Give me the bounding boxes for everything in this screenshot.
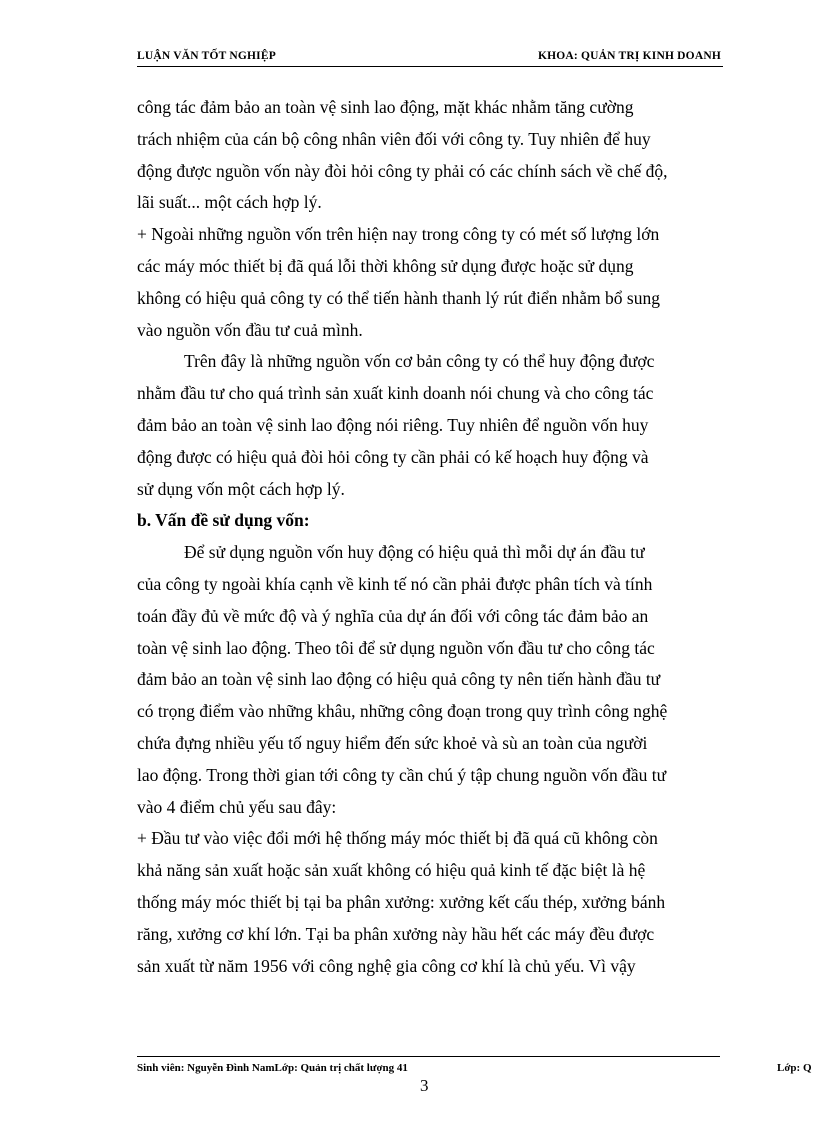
text-line: đảm bảo an toàn vệ sinh lao động nói riêng. Tuy nhiên để nguồn vốn huy — [137, 414, 649, 435]
text-line: + Ngoài những nguồn vốn trên hiện nay trong công ty có mét số lượng lớn — [137, 224, 660, 245]
header-thesis-title: LUẬN VĂN TỐT NGHIỆP — [137, 50, 276, 62]
paragraph — [137, 346, 727, 505]
text-line: Trên đây là những nguồn vốn cơ bản công ty có thể huy động được — [184, 351, 655, 372]
text-line: chứa đựng nhiều yếu tố nguy hiểm đến sức khoẻ và sù an toàn của người — [137, 732, 648, 753]
text-line: không có hiệu quả công ty có thể tiến hành thanh lý rút điển nhằm bổ sung — [137, 287, 660, 308]
text-line: Để sử dụng nguồn vốn huy động có hiệu quả thì mỗi dự án đầu tư — [184, 542, 645, 563]
text-line: lao động. Trong thời gian tới công ty cần chú ý tập chung nguồn vốn đầu tư — [137, 764, 667, 785]
page-number: 3 — [420, 1076, 429, 1095]
text-line: khả năng sản xuất hoặc sản xuất không có hiệu quả kinh tế đặc biệt là hệ — [137, 860, 646, 881]
paragraph — [137, 92, 727, 219]
footer-student-info: Sinh viên: Nguyễn Đình NamLớp: Quản trị chất lượng 41 — [137, 1062, 408, 1074]
footer-class-info: Lớp: Q — [777, 1062, 812, 1074]
text-line: sử dụng vốn một cách hợp lý. — [137, 478, 345, 499]
document-body — [137, 92, 727, 982]
text-line: toàn vệ sinh lao động. Theo tôi để sử dụng nguồn vốn đầu tư cho công tác — [137, 637, 655, 658]
text-line: răng, xưởng cơ khí lớn. Tại ba phân xưởng này hầu hết các máy đều được — [137, 923, 655, 944]
section-heading: b. Vấn đề sử dụng vốn: — [137, 510, 310, 531]
text-line: động được có hiệu quả đòi hỏi công ty cần phải có kế hoạch huy động và — [137, 446, 649, 467]
text-line: + Đầu tư vào việc đổi mới hệ thống máy móc thiết bị đã quá cũ không còn — [137, 828, 658, 849]
text-line: nhằm đầu tư cho quá trình sản xuất kinh doanh nói chung và cho công tác — [137, 383, 654, 404]
paragraph — [137, 537, 727, 823]
text-line: vào 4 điểm chủ yếu sau đây: — [137, 796, 337, 817]
text-line: động được nguồn vốn này đòi hỏi công ty phải có các chính sách về chế độ, — [137, 160, 668, 181]
text-line: sản xuất từ năm 1956 với công nghệ gia công cơ khí là chủ yếu. Vì vậy — [137, 955, 636, 976]
text-line: thống máy móc thiết bị tại ba phân xưởng: xưởng kết cấu thép, xưởng bánh — [137, 891, 666, 912]
header-faculty: KHOA: QUẢN TRỊ KINH DOANH — [537, 50, 721, 62]
text-line: toán đầy đủ về mức độ và ý nghĩa của dự án đối với công tác đảm bảo an — [137, 605, 649, 626]
text-line: của công ty ngoài khía cạnh về kinh tế nó cần phải được phân tích và tính — [137, 573, 653, 594]
text-line: công tác đảm bảo an toàn vệ sinh lao động, mặt khác nhằm tăng cường — [137, 97, 634, 117]
page-header — [137, 48, 723, 67]
footer-divider — [137, 1056, 720, 1057]
text-line: trách nhiệm của cán bộ công nhân viên đối với công ty. Tuy nhiên để huy — [137, 128, 651, 149]
text-line: các máy móc thiết bị đã quá lỗi thời không sử dụng được hoặc sử dụng — [137, 255, 634, 276]
text-line: có trọng điểm vào những khâu, những công đoạn trong quy trình công nghệ — [137, 701, 668, 722]
page-footer — [137, 1062, 816, 1074]
paragraph — [137, 219, 727, 346]
text-line: lãi suất... một cách hợp lý. — [137, 192, 322, 213]
text-line: đảm bảo an toàn vệ sinh lao động có hiệu quả công ty nên tiến hành đầu tư — [137, 669, 661, 690]
paragraph — [137, 823, 727, 982]
text-line: vào nguồn vốn đầu tư cuả mình. — [137, 319, 363, 340]
